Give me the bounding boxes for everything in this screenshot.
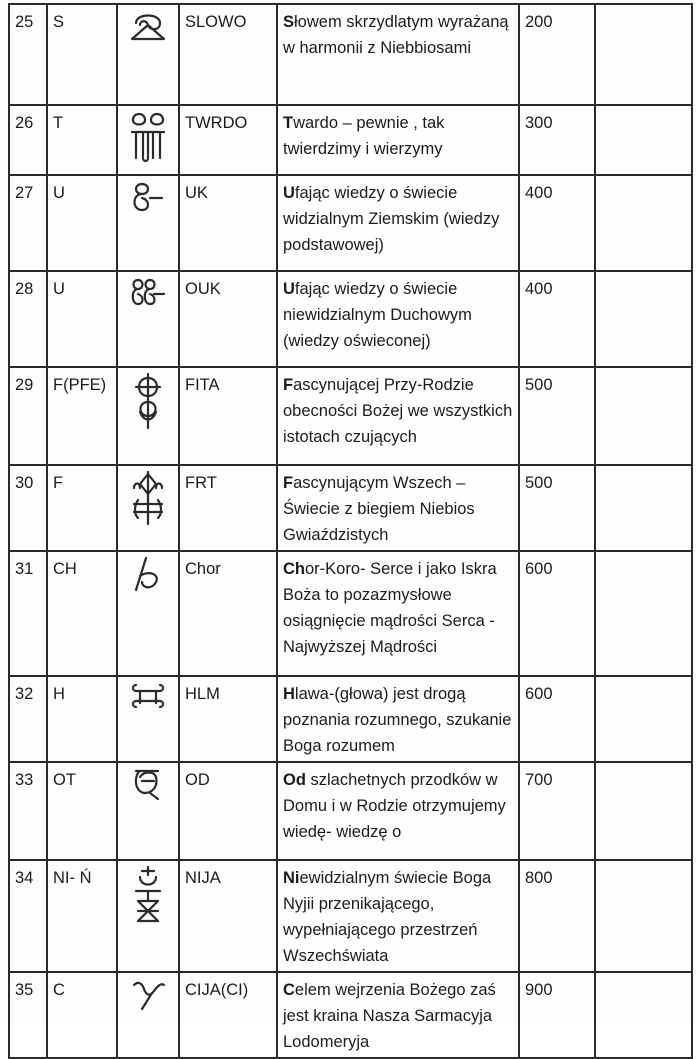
description-text: lawa-(głowa) jest drogą poznania rozumnego, szukanie Boga rozumem [283, 685, 512, 755]
description-text: ascynującym Wszech – Świecie z biegiem Niebios Gwiaździstych [283, 474, 475, 544]
nija-glyph-icon [128, 865, 168, 927]
description-text: fając wiedzy o świecie niewidzialnym Duchowym (wiedzy oświeconej) [283, 280, 472, 350]
latin-letter: T [47, 105, 117, 175]
description-initial: U [283, 184, 295, 202]
empty-cell [595, 972, 692, 1058]
cija-glyph-icon [128, 977, 168, 1011]
description-initial: Ni [283, 869, 300, 887]
description [277, 271, 519, 367]
table-row [9, 271, 692, 367]
description [277, 972, 519, 1058]
letter-name: OUK [179, 271, 277, 367]
description-initial: S [283, 13, 295, 31]
row-number: 31 [9, 551, 47, 676]
letter-name: SLOWO [179, 4, 277, 105]
latin-letter: OT [47, 762, 117, 860]
latin-letter: F [47, 465, 117, 551]
description [277, 105, 519, 175]
description [277, 175, 519, 271]
latin-letter: NI- Ń [47, 860, 117, 972]
empty-cell [595, 551, 692, 676]
letter-name: FRT [179, 465, 277, 551]
latin-letter: F(PFE) [47, 367, 117, 465]
letter-name: FITA [179, 367, 277, 465]
table-row [9, 4, 692, 105]
description-text: ascynującej Przy-Rodzie obecności Bożej we wszystkich istotach czujących [283, 376, 513, 446]
latin-letter: C [47, 972, 117, 1058]
empty-cell [595, 676, 692, 762]
row-number: 35 [9, 972, 47, 1058]
table-row [9, 465, 692, 551]
description [277, 551, 519, 676]
hlm-glyph-icon [128, 681, 168, 711]
description [277, 762, 519, 860]
description-initial: U [283, 280, 295, 298]
numeric-value: 600 [519, 551, 595, 676]
frt-glyph-icon [128, 470, 168, 526]
empty-cell [595, 271, 692, 367]
numeric-value: 300 [519, 105, 595, 175]
description [277, 676, 519, 762]
table-row [9, 175, 692, 271]
description [277, 367, 519, 465]
fita-glyph-icon [128, 372, 168, 430]
row-number: 26 [9, 105, 47, 175]
description-initial: C [283, 981, 295, 999]
table-row [9, 551, 692, 676]
description-text: elem wejrzenia Bożego zaś jest kraina Nasza Sarmacyja Lodomeryja [283, 981, 496, 1051]
latin-letter: U [47, 175, 117, 271]
description-text: fając wiedzy o świecie widzialnym Ziemskim (wiedzy podstawowej) [283, 184, 500, 254]
letter-name: NIJA [179, 860, 277, 972]
letter-name: OD [179, 762, 277, 860]
row-number: 34 [9, 860, 47, 972]
description-text: łowem skrzydlatym wyrażaną w harmonii z Niebbiosami [283, 13, 509, 57]
description-text: szlachetnych przodków w Domu i w Rodzie otrzymujemy wiedę- wiedzę o [283, 771, 506, 841]
numeric-value: 400 [519, 175, 595, 271]
od-glyph-icon [128, 767, 168, 801]
letter-name: TWRDO [179, 105, 277, 175]
empty-cell [595, 762, 692, 860]
letter-name: Chor [179, 551, 277, 676]
latin-letter: U [47, 271, 117, 367]
rune-table [8, 3, 693, 1059]
latin-letter: S [47, 4, 117, 105]
numeric-value: 800 [519, 860, 595, 972]
letter-name: HLM [179, 676, 277, 762]
description [277, 4, 519, 105]
description-initial: F [283, 376, 294, 394]
description-initial: Od [283, 771, 306, 789]
table-row [9, 860, 692, 972]
twrdo-glyph-icon [128, 110, 168, 162]
description-initial: F [283, 474, 294, 492]
table-row [9, 972, 692, 1058]
table-row [9, 676, 692, 762]
numeric-value: 400 [519, 271, 595, 367]
empty-cell [595, 175, 692, 271]
row-number: 32 [9, 676, 47, 762]
description-text: ewidzialnym świecie Boga Nyjii przenikającego, wypełniającego przestrzeń Wszechświata [283, 869, 492, 965]
letter-name: UK [179, 175, 277, 271]
latin-letter: H [47, 676, 117, 762]
empty-cell [595, 465, 692, 551]
numeric-value: 500 [519, 367, 595, 465]
row-number: 33 [9, 762, 47, 860]
empty-cell [595, 367, 692, 465]
description [277, 465, 519, 551]
numeric-value: 600 [519, 676, 595, 762]
numeric-value: 500 [519, 465, 595, 551]
empty-cell [595, 4, 692, 105]
row-number: 30 [9, 465, 47, 551]
description-text: or-Koro- Serce i jako Iskra Boża to pozazmysłowe osiągnięcie mądrości Serca - Najwyższej Mądrości [283, 560, 497, 656]
numeric-value: 900 [519, 972, 595, 1058]
row-number: 29 [9, 367, 47, 465]
slowo-glyph-icon [128, 9, 168, 43]
ouk-glyph-icon [128, 276, 168, 310]
row-number: 27 [9, 175, 47, 271]
description-text: wardo – pewnie , tak twierdzimy i wierzymy [283, 114, 445, 158]
chor-glyph-icon [128, 556, 168, 592]
table-row [9, 367, 692, 465]
description [277, 860, 519, 972]
letter-name: CIJA(CI) [179, 972, 277, 1058]
empty-cell [595, 860, 692, 972]
uk-glyph-icon [128, 180, 168, 214]
description-initial: H [283, 685, 295, 703]
table-row [9, 762, 692, 860]
description-initial: T [283, 114, 294, 132]
numeric-value: 700 [519, 762, 595, 860]
row-number: 28 [9, 271, 47, 367]
description-initial: Ch [283, 560, 305, 578]
row-number: 25 [9, 4, 47, 105]
numeric-value: 200 [519, 4, 595, 105]
latin-letter: CH [47, 551, 117, 676]
empty-cell [595, 105, 692, 175]
table-row [9, 105, 692, 175]
